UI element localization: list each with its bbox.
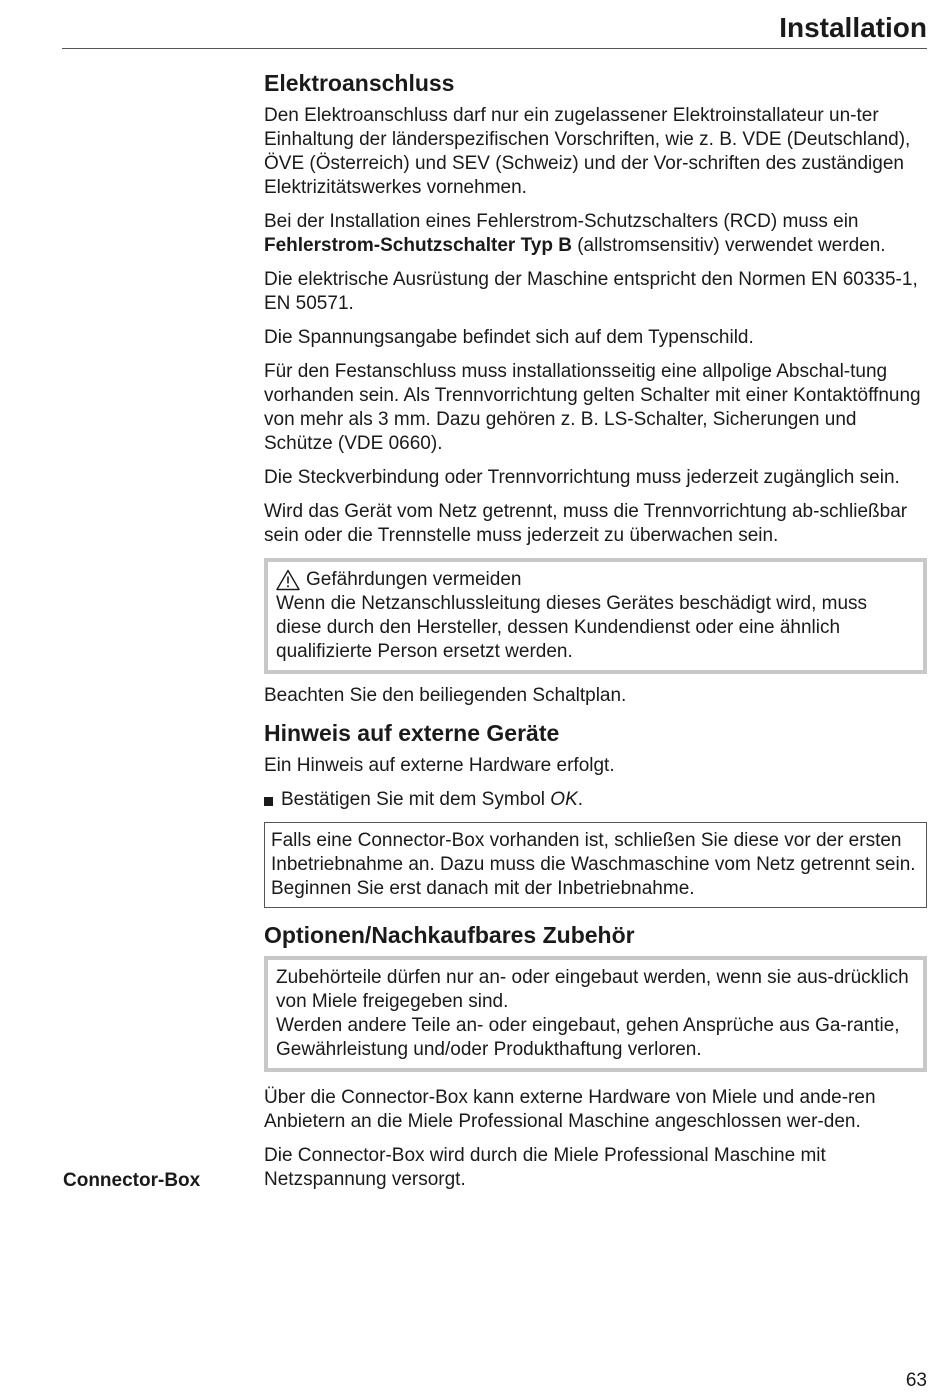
paragraph: Die Connector-Box wird durch die Miele Professional Maschine mit Netzspannung versorgt. — [264, 1145, 826, 1190]
side-label-connector-box: Connector-Box — [63, 1170, 201, 1191]
instruction-bullet: Bestätigen Sie mit dem Symbol OK. — [264, 788, 927, 812]
main-content — [264, 68, 927, 1202]
note-box: Falls eine Connector-Box vorhanden ist, schließen Sie diese vor der ersten Inbetriebnahme an. Dazu muss die Waschmaschine vom Netz getrennt sein. Beginnen Sie erst danach mit der Inbetriebnahme. — [264, 822, 927, 908]
square-bullet-icon — [264, 797, 273, 806]
heading-optionen: Optionen/Nachkaufbares Zubehör — [264, 922, 635, 948]
heading-externe-geraete: Hinweis auf externe Geräte — [264, 720, 560, 746]
warning-triangle-icon — [276, 569, 300, 591]
paragraph: Die Steckverbindung oder Trennvorrichtung muss jederzeit zugänglich sein. — [264, 467, 900, 488]
paragraph: Die Spannungsangabe befindet sich auf dem Typenschild. — [264, 327, 754, 348]
paragraph: Wird das Gerät vom Netz getrennt, muss die Trennvorrichtung ab-schließbar sein oder die Trennstelle muss jederzeit zu überwachen sein. — [264, 501, 908, 546]
paragraph: Die elektrische Ausrüstung der Maschine entspricht den Normen EN 60335-1, EN 50571. — [264, 269, 918, 314]
page-number: 63 — [905, 1370, 927, 1391]
accessory-notice-box — [264, 956, 927, 1072]
paragraph: Ein Hinweis auf externe Hardware erfolgt. — [264, 755, 615, 776]
warning-box — [264, 558, 927, 674]
paragraph: Beachten Sie den beiliegenden Schaltplan. — [264, 685, 627, 706]
warning-title: Gefährdungen vermeiden — [276, 568, 915, 592]
heading-elektroanschluss: Elektroanschluss — [264, 70, 455, 96]
bold-text: Fehlerstrom-Schutzschalter Typ B — [264, 235, 572, 256]
paragraph: Den Elektroanschluss darf nur ein zugelassener Elektroinstallateur un-ter Einhaltung der länderspezifischen Vorschriften, wie z. B. VDE (Deutschland), ÖVE (Österreich) und SEV (Schweiz) und der Vor-schriften des zuständigen Elektrizitätswerkes vornehmen. — [264, 105, 911, 198]
paragraph-connector: Über die Connector-Box kann externe Hardware von Miele und ande-ren Anbietern an die Miele Professional Maschine angeschlossen wer-den. — [264, 1087, 876, 1132]
paragraph-rcd: Bei der Installation eines Fehlerstrom-Schutzschalters (RCD) muss ein Fehlerstrom-Schutzschalter Typ B (allstromsensitiv) verwendet werden. — [264, 211, 886, 256]
notice-text: Zubehörteile dürfen nur an- oder eingebaut werden, wenn sie aus-drücklich von Miele freigegeben sind. — [276, 967, 909, 1012]
page-title: Installation — [779, 12, 927, 43]
warning-text: Wenn die Netzanschlussleitung dieses Gerätes beschädigt wird, muss diese durch den Hersteller, dessen Kundendienst oder eine ähnlich qualifizierte Person ersetzt werden. — [276, 593, 868, 662]
symbol-ok: OK — [550, 789, 578, 810]
notice-text: Werden andere Teile an- oder eingebaut, gehen Ansprüche aus Ga-rantie, Gewährleistung und/oder Produkthaftung verloren. — [276, 1015, 900, 1060]
paragraph: Für den Festanschluss muss installationsseitig eine allpolige Abschal-tung vorhanden sein. Als Trennvorrichtung gelten Schalter mit einer Kontaktöffnung von mehr als 3 mm. Dazu gehören z. B. LS-Schalter, Sicherungen und Schütze (VDE 0660). — [264, 361, 921, 454]
header-rule — [62, 48, 927, 49]
